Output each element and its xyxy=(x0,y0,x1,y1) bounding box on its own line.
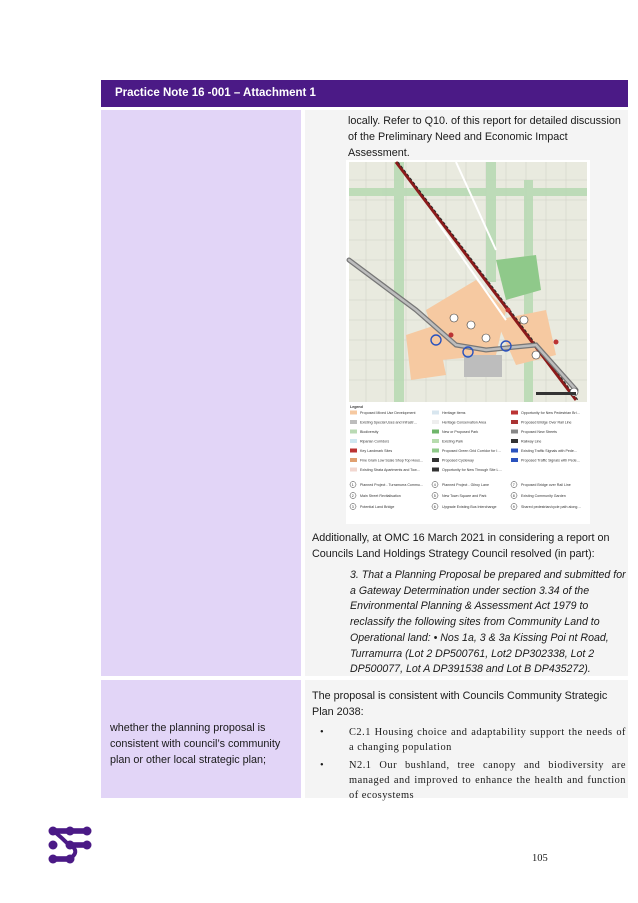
legend-item: Railway Line xyxy=(521,439,542,444)
legend-number: 7 xyxy=(512,483,515,487)
legend-swatch xyxy=(432,439,439,443)
bullet-icon: • xyxy=(320,760,325,771)
legend-number: 6 xyxy=(433,505,436,509)
legend-item: Existing Traffic Signals with Pede… xyxy=(521,449,578,453)
list-item-text: C2.1 Housing choice and adaptability support the needs of a changing population xyxy=(349,727,626,753)
legend-number: 8 xyxy=(512,494,515,498)
legend-item: Riparian Corridors xyxy=(360,439,390,444)
legend-item: Proposed Bridge Over Rail Line xyxy=(521,420,572,425)
legend-swatch xyxy=(432,468,439,472)
legend-swatch xyxy=(511,430,518,434)
legend-numbered-item: Proposed Bridge over Rail Line xyxy=(521,483,571,487)
strategic-plan-list xyxy=(316,725,626,806)
legend-item: Proposed Green Grid Corridor for I… xyxy=(442,449,501,453)
legend-numbered-item: Upgrade Existing Bus Interchange xyxy=(442,505,497,509)
page-number: 105 xyxy=(532,853,548,864)
council-logo-icon xyxy=(48,826,92,864)
list-item xyxy=(316,758,626,803)
bullet-icon: • xyxy=(320,727,325,738)
criterion-text: whether the planning proposal is consistent with council’s community plan or other local strategic plan; xyxy=(110,722,281,766)
legend-numbered-item: Main Street Revitalisation xyxy=(360,494,401,498)
attachment-header xyxy=(101,80,628,107)
criterion-cell-1 xyxy=(101,110,301,676)
turramurra-centre-map xyxy=(346,160,590,524)
legend-item: New or Proposed Park xyxy=(442,430,479,434)
legend-swatch xyxy=(511,458,518,462)
legend-numbered-item: New Town Square and Park xyxy=(442,494,487,498)
list-item-text: N2.1 Our bushland, tree canopy and biodiversity are managed and improved to enhance the health and function of ecosystems xyxy=(349,760,626,801)
legend-swatch xyxy=(432,420,439,424)
legend-item: Proposed Cycleway xyxy=(442,458,474,463)
legend-item: Fine Grain Low Scale Shop Top Hous… xyxy=(360,458,424,463)
legend-item: Proposed Mixed Use Development xyxy=(360,411,416,415)
attachment-title: Practice Note 16 -001 – Attachment 1 xyxy=(115,87,316,99)
resolution-quote: 3. That a Planning Proposal be prepared and submitted for a Gateway Determination under section 3.34 of the Environmental Planning & Assessment Act 1979 to reclassify the following sites from Community Land to Operational land: • Nos 1a, 3 & 3a Kissing Poi nt Road, Turramurra (Lot 2 DP500761, Lot2 DP302338, Lot 2 DP500077, Lot A DP391538 and Lot B DP435272). xyxy=(350,569,626,676)
legend-swatch xyxy=(350,449,357,453)
legend-item: Heritage Items xyxy=(442,411,466,415)
legend-swatch xyxy=(511,420,518,424)
legend-number: 5 xyxy=(433,494,436,498)
legend-item: Biodiversity xyxy=(360,430,379,434)
intro-paragraph: locally. Refer to Q10. of this report for detailed discussion of the Preliminary Need and Economic Impact Assessment. xyxy=(348,115,621,159)
legend-item: Key Landmark Sites xyxy=(360,449,393,453)
legend-numbered-item: Shared pedestrian/cycle path along… xyxy=(521,505,581,509)
list-item xyxy=(316,725,626,755)
legend-numbered-item: Potential Land Bridge xyxy=(360,505,395,509)
legend-swatch xyxy=(350,430,357,434)
legend-numbered-item: Planned Project - Turramurra Commu… xyxy=(360,483,424,487)
legend-numbered-item: Existing Community Garden xyxy=(521,494,566,498)
legend-item: Opportunity for New Through Site L… xyxy=(442,468,503,472)
legend-swatch xyxy=(350,420,357,424)
legend-number: 3 xyxy=(351,505,354,509)
legend-item: Existing Park xyxy=(442,439,463,444)
legend-swatch xyxy=(350,458,357,462)
legend-number: 2 xyxy=(351,494,354,498)
legend-item: Existing Special Uses and Infrastr… xyxy=(360,420,418,425)
legend-item: Proposed Traffic Signals with Pede… xyxy=(521,458,581,463)
legend-item: Existing Strata Apartments and Tow… xyxy=(360,468,421,472)
consistency-paragraph: The proposal is consistent with Councils Community Strategic Plan 2038: xyxy=(312,690,608,718)
legend-swatch xyxy=(432,449,439,453)
map-legend-title: Legend xyxy=(350,405,363,409)
legend-swatch xyxy=(432,430,439,434)
legend-swatch xyxy=(350,439,357,443)
legend-swatch xyxy=(511,411,518,415)
legend-item: Opportunity for New Pedestrian Bri… xyxy=(521,411,581,415)
legend-swatch xyxy=(350,411,357,415)
legend-item: Proposed New Streets xyxy=(521,430,557,434)
legend-number: 1 xyxy=(351,483,354,487)
omc-paragraph: Additionally, at OMC 16 March 2021 in considering a report on Councils Land Holdings Strategy Council resolved (in part): xyxy=(312,532,610,560)
legend-numbered-item: Planned Project - Gilroy Lane xyxy=(442,483,489,487)
legend-swatch xyxy=(350,468,357,472)
legend-swatch xyxy=(511,449,518,453)
legend-swatch xyxy=(511,439,518,443)
legend-swatch xyxy=(432,458,439,462)
legend-swatch xyxy=(432,411,439,415)
legend-item: Heritage Conservation Area xyxy=(442,420,487,425)
legend-number: 4 xyxy=(433,483,436,487)
legend-number: 9 xyxy=(512,505,515,509)
